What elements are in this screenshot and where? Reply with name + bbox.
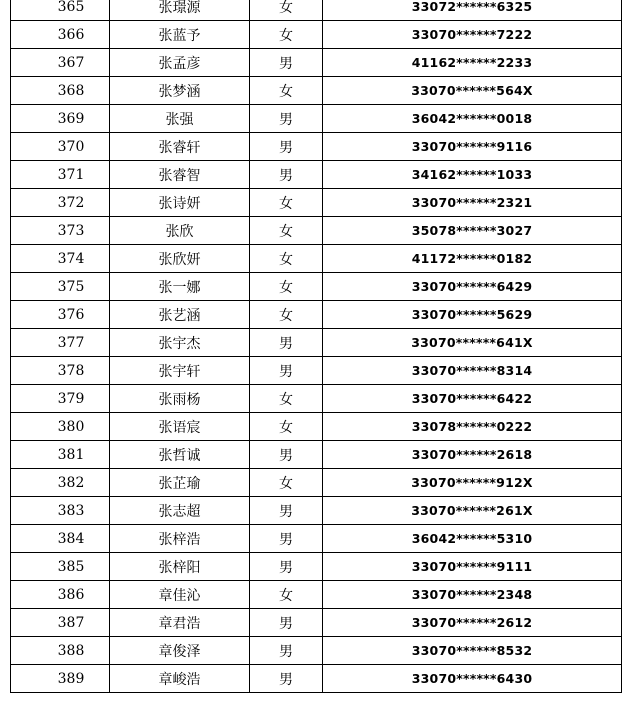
row-number: 367: [11, 49, 110, 77]
table-row: [11, 217, 622, 245]
student-gender: 女: [250, 21, 323, 49]
student-gender: 女: [250, 245, 323, 273]
table-row: [11, 413, 622, 441]
student-id-number: 33072******6325: [323, 0, 622, 21]
student-name: 章俊泽: [110, 637, 250, 665]
row-number: 379: [11, 385, 110, 413]
student-id-number: 33070******564X: [323, 77, 622, 105]
table-row: [11, 21, 622, 49]
table-row: [11, 553, 622, 581]
student-name: 张璟源: [110, 0, 250, 21]
student-id-number: 33070******2321: [323, 189, 622, 217]
student-name: 张蓝予: [110, 21, 250, 49]
row-number: 378: [11, 357, 110, 385]
student-id-number: 33070******2348: [323, 581, 622, 609]
row-number: 380: [11, 413, 110, 441]
table-row: [11, 497, 622, 525]
table-row: [11, 441, 622, 469]
table-row: [11, 189, 622, 217]
student-id-number: 33070******6422: [323, 385, 622, 413]
student-id-number: 41172******0182: [323, 245, 622, 273]
student-id-number: 33070******2612: [323, 609, 622, 637]
table-row: [11, 637, 622, 665]
student-id-number: 33070******9116: [323, 133, 622, 161]
student-gender: 女: [250, 273, 323, 301]
row-number: 377: [11, 329, 110, 357]
row-number: 384: [11, 525, 110, 553]
student-name: 张欣妍: [110, 245, 250, 273]
student-name: 张一娜: [110, 273, 250, 301]
student-id-number: 36042******5310: [323, 525, 622, 553]
student-name: 章君浩: [110, 609, 250, 637]
student-name: 章佳沁: [110, 581, 250, 609]
row-number: 386: [11, 581, 110, 609]
row-number: 369: [11, 105, 110, 133]
table-row: [11, 77, 622, 105]
row-number: 383: [11, 497, 110, 525]
student-gender: 女: [250, 189, 323, 217]
table-row: [11, 329, 622, 357]
student-gender: 男: [250, 161, 323, 189]
row-number: 372: [11, 189, 110, 217]
student-name: 张芷瑜: [110, 469, 250, 497]
student-id-number: 33070******6429: [323, 273, 622, 301]
student-id-number: 33070******9111: [323, 553, 622, 581]
student-name: 张梓浩: [110, 525, 250, 553]
student-id-number: 33070******7222: [323, 21, 622, 49]
student-gender: 男: [250, 525, 323, 553]
row-number: 375: [11, 273, 110, 301]
student-name: 张睿轩: [110, 133, 250, 161]
student-name: 张诗妍: [110, 189, 250, 217]
student-id-number: 33070******261X: [323, 497, 622, 525]
student-name: 张雨杨: [110, 385, 250, 413]
student-gender: 女: [250, 217, 323, 245]
student-name: 张欣: [110, 217, 250, 245]
table-row: [11, 161, 622, 189]
student-id-number: 33070******6430: [323, 665, 622, 693]
row-number: 376: [11, 301, 110, 329]
student-name: 张强: [110, 105, 250, 133]
student-roster-table: [10, 0, 622, 693]
table-row: [11, 0, 622, 21]
table-row: [11, 581, 622, 609]
table-row: [11, 301, 622, 329]
student-gender: 女: [250, 413, 323, 441]
row-number: 385: [11, 553, 110, 581]
student-name: 张梦涵: [110, 77, 250, 105]
student-id-number: 33078******0222: [323, 413, 622, 441]
student-gender: 女: [250, 77, 323, 105]
student-id-number: 33070******2618: [323, 441, 622, 469]
student-name: 张宇杰: [110, 329, 250, 357]
student-name: 张梓阳: [110, 553, 250, 581]
student-gender: 女: [250, 385, 323, 413]
row-number: 374: [11, 245, 110, 273]
row-number: 389: [11, 665, 110, 693]
student-gender: 男: [250, 49, 323, 77]
student-id-number: 33070******641X: [323, 329, 622, 357]
table-row: [11, 105, 622, 133]
student-name: 章峻浩: [110, 665, 250, 693]
student-name: 张艺涵: [110, 301, 250, 329]
table-row: [11, 273, 622, 301]
student-name: 张睿智: [110, 161, 250, 189]
student-id-number: 34162******1033: [323, 161, 622, 189]
row-number: 373: [11, 217, 110, 245]
student-gender: 女: [250, 469, 323, 497]
student-id-number: 41162******2233: [323, 49, 622, 77]
table-row: [11, 357, 622, 385]
row-number: 387: [11, 609, 110, 637]
student-name: 张孟彦: [110, 49, 250, 77]
student-id-number: 33070******8532: [323, 637, 622, 665]
student-gender: 男: [250, 133, 323, 161]
table-row: [11, 469, 622, 497]
roster-body: [11, 0, 622, 693]
student-gender: 男: [250, 357, 323, 385]
student-id-number: 36042******0018: [323, 105, 622, 133]
student-gender: 男: [250, 441, 323, 469]
student-gender: 男: [250, 665, 323, 693]
student-gender: 男: [250, 553, 323, 581]
table-row: [11, 665, 622, 693]
row-number: 366: [11, 21, 110, 49]
row-number: 370: [11, 133, 110, 161]
table-row: [11, 385, 622, 413]
student-gender: 女: [250, 301, 323, 329]
row-number: 388: [11, 637, 110, 665]
student-gender: 男: [250, 105, 323, 133]
student-id-number: 35078******3027: [323, 217, 622, 245]
student-gender: 男: [250, 609, 323, 637]
student-gender: 女: [250, 581, 323, 609]
table-row: [11, 609, 622, 637]
row-number: 365: [11, 0, 110, 21]
student-name: 张语宸: [110, 413, 250, 441]
table-row: [11, 133, 622, 161]
table-row: [11, 525, 622, 553]
student-gender: 男: [250, 497, 323, 525]
student-name: 张宇轩: [110, 357, 250, 385]
student-id-number: 33070******912X: [323, 469, 622, 497]
student-id-number: 33070******5629: [323, 301, 622, 329]
row-number: 371: [11, 161, 110, 189]
student-gender: 女: [250, 0, 323, 21]
row-number: 368: [11, 77, 110, 105]
row-number: 382: [11, 469, 110, 497]
student-id-number: 33070******8314: [323, 357, 622, 385]
table-row: [11, 49, 622, 77]
table-row: [11, 245, 622, 273]
student-name: 张志超: [110, 497, 250, 525]
row-number: 381: [11, 441, 110, 469]
student-gender: 男: [250, 637, 323, 665]
student-gender: 男: [250, 329, 323, 357]
student-name: 张哲诚: [110, 441, 250, 469]
